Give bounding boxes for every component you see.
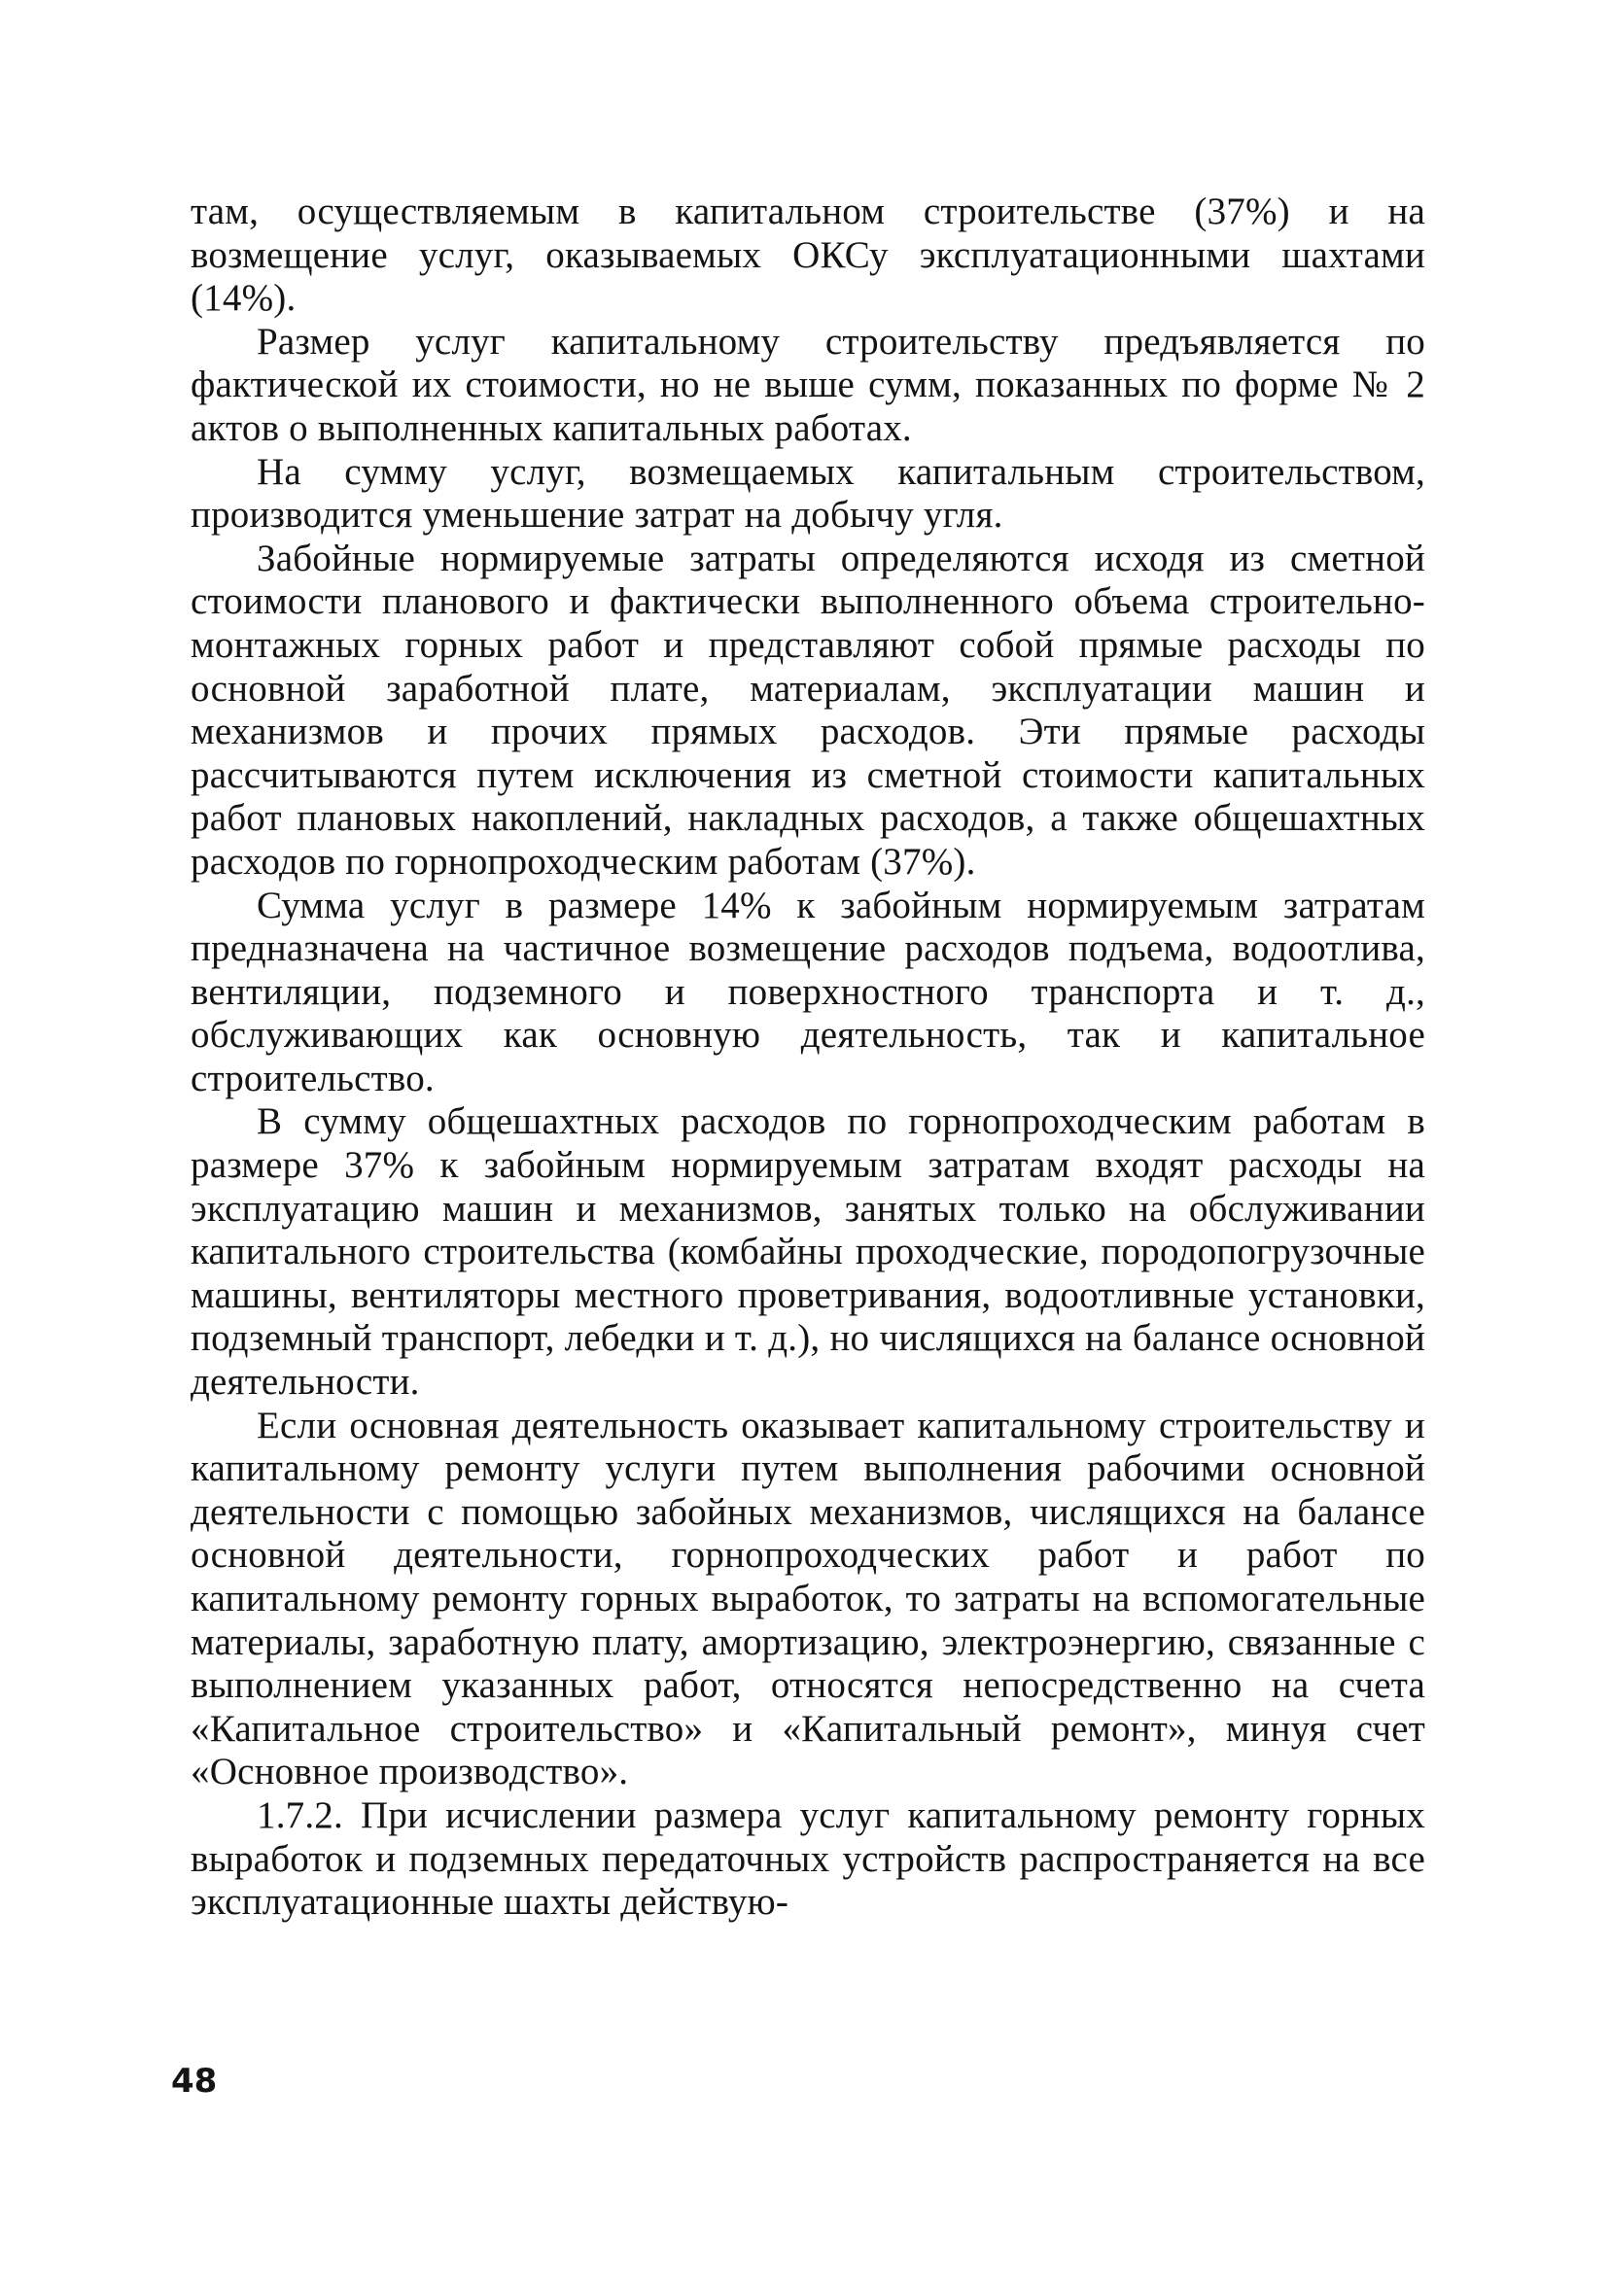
- paragraph-mine-expenses-37-percent: В сумму общешахтных расходов по горнопроходческим работам в размере 37% к забойным нормируемым затратам входят расходы на эксплуатацию машин и механизмов, занятых только на обслуживании капитального строительства (комбайны проходческие, породопогрузочные машины, вентиляторы местного проветривания, водоотливные установки, подземный транспорт, лебедки и т. д.), но числящихся на балансе основной деятельности.: [191, 1100, 1425, 1404]
- paragraph-cost-reduction: На сумму услуг, возмещаемых капитальным строительством, производится уменьшение затрат на добычу угля.: [191, 450, 1425, 537]
- paragraph-main-activity-services: Если основная деятельность оказывает капитальному строительству и капитальному ремонту услуги путем выполнения рабочими основной деятельности с помощью забойных механизмов, числящихся на балансе основной деятельности, горнопроходческих работ и работ по капитальному ремонту горных выработок, то затраты на вспомогательные материалы, заработную плату, амортизацию, электроэнергию, связанные с выполнением указанных работ, относятся непосредственно на счета «Капитальное строительство» и «Капитальный ремонт», минуя счет «Основное производство».: [191, 1404, 1425, 1793]
- paragraph-services-14-percent: Сумма услуг в размере 14% к забойным нормируемым затратам предназначена на частичное возмещение расходов подъема, водоотлива, вентиляции, подземного и поверхностного транспорта и т. д., обслуживающих как основную деятельность, так и капитальное строительство.: [191, 884, 1425, 1099]
- paragraph-continuation: там, осуществляемым в капитальном строительстве (37%) и на возмещение услуг, оказываемых ОКСу эксплуатационными шахтами (14%).: [191, 191, 1425, 320]
- body-text: [191, 191, 1425, 1925]
- page-number: 48: [171, 2062, 218, 2101]
- paragraph-services-size: Размер услуг капитальному строительству предъявляется по фактической их стоимости, но не выше сумм, показанных по форме № 2 актов о выполненных капитальных работах.: [191, 320, 1425, 449]
- paragraph-face-costs: Забойные нормируемые затраты определяются исходя из сметной стоимости планового и фактически выполненного объема строительно-монтажных горных работ и представляют собой прямые расходы по основной заработной плате, материалам, эксплуатации машин и механизмов и прочих прямых расходов. Эти прямые расходы рассчитываются путем исключения из сметной стоимости капитальных работ плановых накоплений, накладных расходов, а также общешахтных расходов по горнопроходческим работам (37%).: [191, 537, 1425, 883]
- paragraph-section-1-7-2: 1.7.2. При исчислении размера услуг капитальному ремонту горных выработок и подземных передаточных устройств распространяется на все эксплуатационные шахты действую-: [191, 1793, 1425, 1924]
